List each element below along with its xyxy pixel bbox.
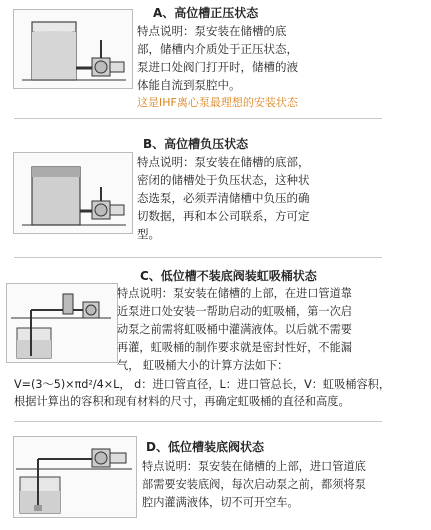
text-line: 型。	[137, 227, 160, 241]
highlight-note: 这是IHF离心泵最理想的安装状态	[137, 96, 298, 109]
text-line: 特点说明：泵安装在储槽的上部，在进口管道靠	[117, 287, 352, 300]
section-c-text	[117, 285, 429, 375]
text-line: 气， 虹吸桶大小的计算方法如下：	[117, 359, 289, 372]
text-line: 部，储槽内介质处于正压状态，	[137, 42, 298, 56]
formula-block	[14, 376, 390, 410]
text-line: 泵进口处阀门打开时，储槽的液	[137, 60, 298, 74]
section-d-text	[142, 458, 430, 512]
text-line: 再灌，虹吸桶的制作要求就是密封性好，不能漏	[117, 341, 352, 354]
text-line: 特点说明：泵安装在储槽的上部，进口管道底	[142, 460, 366, 473]
text-line: 腔内灌满液体，切不可开空车。	[142, 496, 299, 509]
pump-diagram-c	[7, 284, 117, 362]
divider	[14, 257, 382, 258]
text-line: 近泵进口处安装一帮助启动的虹吸桶，第一次启	[117, 305, 352, 318]
divider	[14, 118, 382, 119]
diagram-d	[13, 436, 137, 518]
pump-diagram-b	[14, 153, 132, 233]
diagram-b	[13, 152, 133, 234]
diagram-a	[13, 9, 133, 89]
text-line: 部需要安装底阀，每次启动泵之前，都须将泵	[142, 478, 366, 491]
formula-line: V=(3～5)×πd²/4×L， d：进口管直径，L：进口管总长，V：虹吸桶容积，	[14, 378, 391, 391]
formula-line: 根据计算出的容积和现有材料的尺寸，再确定虹吸桶的直径和高度。	[14, 395, 350, 408]
text-line: 特点说明：泵安装在储槽的底部，	[137, 155, 310, 169]
divider	[14, 421, 382, 422]
section-d-title: D、低位槽装底阀状态	[146, 440, 264, 454]
text-line: 体能自流到泵腔中。	[137, 78, 241, 92]
text-line: 特点说明：泵安装在储槽的底	[137, 24, 287, 38]
text-line: 动泵之前需将虹吸桶中灌满液体。以后就不需要	[117, 323, 352, 336]
section-b-text	[137, 153, 427, 243]
text-line: 密闭的储槽处于负压状态，这种状	[137, 173, 310, 187]
section-a-title: A、高位槽正压状态	[153, 6, 259, 20]
section-c-title: C、低位槽不装底阀装虹吸桶状态	[140, 269, 317, 283]
text-line: 切数据，再和本公司联系，方可定	[137, 209, 310, 223]
section-a-text	[137, 22, 427, 112]
pump-diagram-d	[14, 437, 136, 517]
diagram-c	[6, 283, 118, 363]
pump-diagram-a	[14, 10, 132, 88]
section-b-title: B、高位槽负压状态	[143, 137, 249, 151]
text-line: 态选泵，必须弄清储槽中负压的确	[137, 191, 310, 205]
